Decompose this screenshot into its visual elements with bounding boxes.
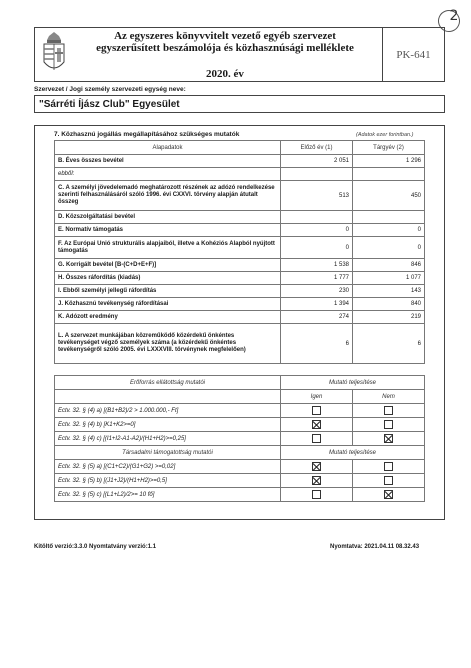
- table-row: [55, 237, 425, 259]
- empty-cell: [55, 390, 281, 404]
- yes-cell: [281, 474, 353, 488]
- form-title-line2: egyszerűsített beszámolója és közhasznúsági melléklete: [96, 42, 354, 54]
- footer-printed: Nyomtatva: 2021.04.11 08.32.43: [330, 544, 420, 550]
- row-curr-value: 0: [353, 224, 425, 237]
- row-label: G. Korrigált bevétel [B-(C+D+E+F)]: [55, 259, 281, 272]
- table-row: [55, 224, 425, 237]
- criteria-row: [55, 474, 425, 488]
- criteria-group-header: Társadalmi támogatottság mutatói: [55, 446, 281, 460]
- row-label: H. Összes ráfordítás (kiadás): [55, 272, 281, 285]
- row-label: L. A szervezet munkájában közreműködő közérdekű önkéntes tevékenységet végző személyek száma (a közérdekű önkéntes tevékenységről szóló 2005. évi LXXXVIII. törvénynek megfelelően): [55, 324, 281, 364]
- row-curr-value: [353, 211, 425, 224]
- no-header: Nem: [353, 390, 425, 404]
- row-prev-value: 1 538: [281, 259, 353, 272]
- form-header: [34, 27, 445, 82]
- criteria-label: Ectv. 32. § (4) a) [(B1+B2)/2 > 1.000.000,- Ft]: [55, 404, 281, 418]
- no-cell: [353, 404, 425, 418]
- table-row: [55, 181, 425, 211]
- table-row: [55, 259, 425, 272]
- footer-version: Kitöltő verzió:3.3.0 Nyomtatvány verzió:1.1: [34, 544, 157, 550]
- row-prev-value: [281, 168, 353, 181]
- table-row: [55, 298, 425, 311]
- criteria-label: Ectv. 32. § (4) b) [K1+K2>=0]: [55, 418, 281, 432]
- row-prev-value: 230: [281, 285, 353, 298]
- criteria-status-header: Mutató teljesítése: [281, 446, 425, 460]
- organization-label: Szervezet / Jogi személy szervezeti egység neve:: [34, 86, 186, 93]
- form-title-line1: Az egyszeres könyvvitelt vezető egyéb szervezet: [114, 30, 336, 42]
- criteria-label: Ectv. 32. § (5) c) [(L1+L2)/2>= 10 fő]: [55, 488, 281, 502]
- no-cell: [353, 488, 425, 502]
- row-prev-value: 1 777: [281, 272, 353, 285]
- row-label: D. Közszolgáltatási bevétel: [55, 211, 281, 224]
- row-curr-value: 1 296: [353, 155, 425, 168]
- criteria-label: Ectv. 32. § (5) b) [(J1+J2)/(H1+H2)>=0,5]: [55, 474, 281, 488]
- table-row: [55, 272, 425, 285]
- checked-box-icon[interactable]: [384, 434, 393, 443]
- row-prev-value: 1 394: [281, 298, 353, 311]
- section-note: (Adatok ezer forintban.): [356, 132, 414, 138]
- checked-box-icon[interactable]: [312, 420, 321, 429]
- section-title: 7. Közhasznú jogállás megállapításához szükséges mutatók: [54, 131, 240, 138]
- checked-box-icon[interactable]: [312, 462, 321, 471]
- yes-cell: [281, 488, 353, 502]
- table-row: [55, 211, 425, 224]
- criteria-row: [55, 432, 425, 446]
- row-prev-value: 513: [281, 181, 353, 211]
- form-title: [75, 30, 375, 54]
- table-row: [55, 324, 425, 364]
- row-curr-value: 0: [353, 237, 425, 259]
- row-prev-value: 2 051: [281, 155, 353, 168]
- criteria-group-header: Erőforrás ellátottság mutatói: [55, 376, 281, 390]
- column-header-curr: Tárgyév (2): [353, 141, 425, 155]
- empty-box-icon[interactable]: [384, 462, 393, 471]
- no-cell: [353, 460, 425, 474]
- row-prev-value: 274: [281, 311, 353, 324]
- no-cell: [353, 432, 425, 446]
- row-curr-value: [353, 168, 425, 181]
- row-label: F. Az Európai Unió strukturális alapjaiból, illetve a Kohéziós Alapból nyújtott támogatás: [55, 237, 281, 259]
- hungarian-crest-icon: [39, 32, 69, 78]
- criteria-row: [55, 418, 425, 432]
- row-prev-value: 6: [281, 324, 353, 364]
- form-code: PK-641: [382, 28, 444, 81]
- row-curr-value: 450: [353, 181, 425, 211]
- row-label: B. Éves összes bevétel: [55, 155, 281, 168]
- criteria-label: Ectv. 32. § (5) a) [(C1+C2)/(G1+G2) >=0,02]: [55, 460, 281, 474]
- page-number-mark: 2: [449, 8, 459, 24]
- row-curr-value: 219: [353, 311, 425, 324]
- no-cell: [353, 474, 425, 488]
- indicators-table: [54, 140, 425, 364]
- table-row: [55, 311, 425, 324]
- organization-name: "Sárréti Íjász Club" Egyesület: [34, 95, 445, 113]
- empty-box-icon[interactable]: [312, 434, 321, 443]
- criteria-yes-no-row: [55, 390, 425, 404]
- row-curr-value: 846: [353, 259, 425, 272]
- empty-box-icon[interactable]: [384, 476, 393, 485]
- empty-box-icon[interactable]: [384, 406, 393, 415]
- empty-box-icon[interactable]: [312, 490, 321, 499]
- empty-box-icon[interactable]: [312, 406, 321, 415]
- empty-box-icon[interactable]: [384, 420, 393, 429]
- row-label: J. Közhasznú tevékenység ráfordításai: [55, 298, 281, 311]
- column-header-label: Alapadatok: [55, 141, 281, 155]
- criteria-label: Ectv. 32. § (4) c) [(I1+I2-A1-A2)/(H1+H2)>=0,25]: [55, 432, 281, 446]
- yes-cell: [281, 460, 353, 474]
- yes-cell: [281, 432, 353, 446]
- row-curr-value: 1 077: [353, 272, 425, 285]
- criteria-table: [54, 375, 425, 502]
- column-header-prev: Előző év (1): [281, 141, 353, 155]
- criteria-row: [55, 460, 425, 474]
- table-row: [55, 168, 425, 181]
- yes-cell: [281, 404, 353, 418]
- row-label: ebből:: [55, 168, 281, 181]
- checked-box-icon[interactable]: [312, 476, 321, 485]
- yes-header: Igen: [281, 390, 353, 404]
- row-prev-value: 0: [281, 237, 353, 259]
- row-prev-value: [281, 211, 353, 224]
- criteria-row: [55, 488, 425, 502]
- row-label: K. Adózott eredmény: [55, 311, 281, 324]
- row-curr-value: 840: [353, 298, 425, 311]
- criteria-header-row: [55, 376, 425, 390]
- indicators-header-row: [55, 141, 425, 155]
- criteria-row: [55, 404, 425, 418]
- row-curr-value: 143: [353, 285, 425, 298]
- table-row: [55, 155, 425, 168]
- table-row: [55, 285, 425, 298]
- checked-box-icon[interactable]: [384, 490, 393, 499]
- criteria-status-header: Mutató teljesítése: [281, 376, 425, 390]
- form-year: 2020. év: [206, 68, 244, 80]
- row-prev-value: 0: [281, 224, 353, 237]
- row-label: C. A személyi jövedelemadó meghatározott részének az adózó rendelkezése szerinti felhasználásáról szóló 1996. évi CXXVI. törvény alapján átutalt összeg: [55, 181, 281, 211]
- yes-cell: [281, 418, 353, 432]
- no-cell: [353, 418, 425, 432]
- row-label: E. Normatív támogatás: [55, 224, 281, 237]
- row-curr-value: 6: [353, 324, 425, 364]
- criteria-header-row: [55, 446, 425, 460]
- row-label: I. Ebből személyi jellegű ráfordítás: [55, 285, 281, 298]
